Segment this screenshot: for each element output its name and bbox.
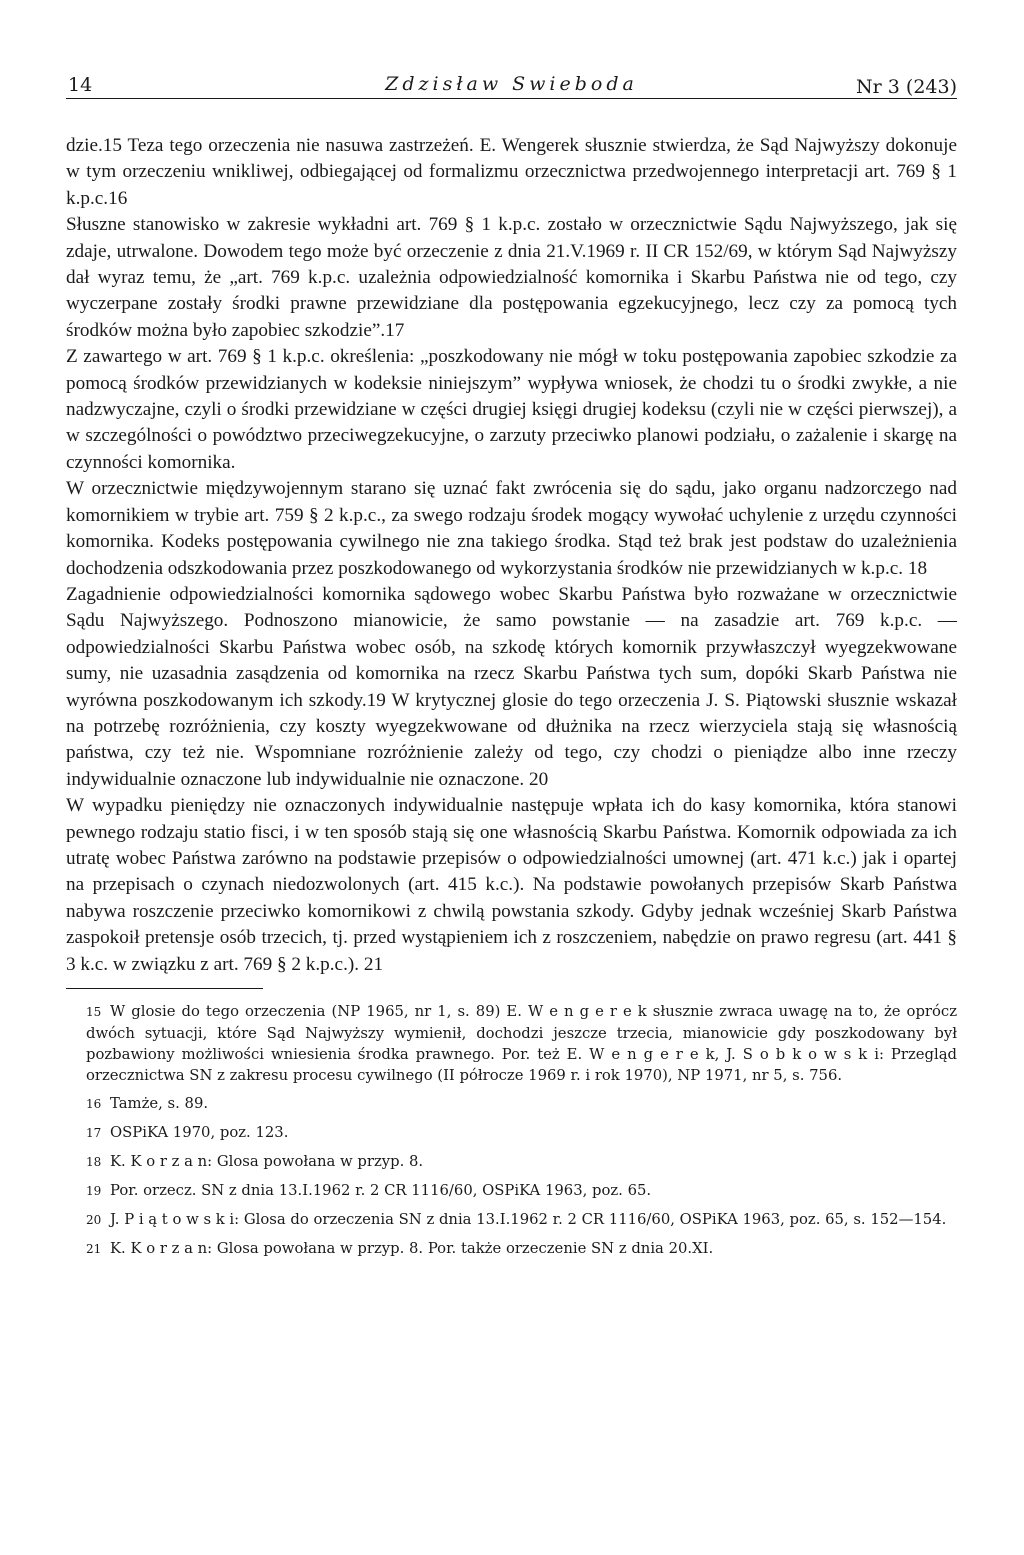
footnotes (66, 1001, 957, 1260)
footnote-text: K. K o r z a n: Glosa powołana w przyp. 8. (110, 1153, 424, 1170)
footnote (66, 1093, 957, 1115)
footnote-number: 17 (86, 1126, 102, 1140)
paragraph: W wypadku pieniędzy nie oznaczonych indywidualnie następuje wpłata ich do kasy komornika, która stanowi pewnego rodzaju statio fisci, i w ten sposób stają się one własnością Skarbu Państwa. Komornik odpowiada za ich utratę wobec Państwa zarówno na podstawie przepisów o odpowiedzialności umownej (art. 471 k.c.) jak i opartej na przepisach o czynach niedozwolonych (art. 415 k.c.). Na podstawie powołanych przepisów Skarb Państwa nabywa roszczenie przeciwko komornikowi z chwilą powstania szkody. Gdyby jednak wcześniej Skarb Państwa zaspokoił pretensje osób trzecich, tj. przed wystąpieniem ich z roszczeniem, nabędzie on prawo regresu (art. 441 § 3 k.c. w związku z art. 769 § 2 k.p.c.). 21 (66, 795, 957, 975)
footnote-text: W glosie do tego orzeczenia (NP 1965, nr 1, s. 89) E. W e n g e r e k słusznie zwraca uwagę na to, że oprócz dwóch sytuacji, które Sąd Najwyższy wymienił, dochodzi jeszcze trzecia, mianowicie gdy poszkodowany był pozbawiony możliwości wniesienia środka prawnego. Por. też E. W e n g e r e k, J. S o b k o w s k i: Przegląd orzecznictwa SN z zakresu procesu cywilnego (II półrocze 1969 r. i rok 1970), NP 1971, nr 5, s. 756. (86, 1003, 957, 1084)
footnote (66, 1238, 957, 1260)
page-number: 14 (68, 74, 93, 96)
footnote-text: J. P i ą t o w s k i: Glosa do orzeczenia SN z dnia 13.I.1962 r. 2 CR 1116/60, OSPiKA 1963, poz. 65, s. 152—154. (110, 1211, 947, 1228)
footnote-number: 21 (86, 1242, 102, 1256)
author-name: Zdzisław Swieboda (385, 73, 638, 95)
document-page (66, 62, 957, 1267)
paragraph: Z zawartego w art. 769 § 1 k.p.c. określenia: „poszkodowany nie mógł w toku postępowania zapobiec szkodzie za pomocą środków przewidzianych w kodeksie niniejszym” wypływa wniosek, że chodzi tu o środki zwykłe, a nie nadzwyczajne, czyli o środki przewidziane w części drugiej księgi drugiej kodeksu (czyli nie w części pierwszej), a w szczególności o powództwo przeciwegzekucyjne, o zarzuty przeciwko planowi podziału, o zażalenie i skargę na czynności komornika. (66, 346, 957, 473)
footnote-number: 20 (86, 1213, 102, 1227)
paragraph: dzie.15 Teza tego orzeczenia nie nasuwa zastrzeżeń. E. Wengerek słusznie stwierdza, że Sąd Najwyższy dokonuje w tym orzeczeniu wnikliwej, odbiegającej od formalizmu orzecznictwa przedwojennego interpretacji art. 769 § 1 k.p.c.16 (66, 135, 957, 209)
running-header (66, 62, 957, 99)
paragraph: Zagadnienie odpowiedzialności komornika sądowego wobec Skarbu Państwa było rozważane w orzecznictwie Sądu Najwyższego. Podnoszono mianowicie, że samo powstanie — na zasadzie art. 769 k.p.c. — odpowiedzialności Skarbu Państwa wobec osób, na szkodę których komornik przywłaszczył wyegzekwowane sumy, nie uzasadnia zasądzenia od komornika na rzecz Skarbu Państwa tych sum, dopóki Skarb Państwa nie wyrówna poszkodowanym ich szkody.19 W krytycznej glosie do tego orzeczenia J. S. Piątowski słusznie wskazał na potrzebę rozróżnienia, czy koszty wyegzekwowane od dłużnika na rzecz wierzyciela stają się własnością państwa, czy też nie. Wspomniane rozróżnienie zależy od tego, czy chodzi o pieniądze albo inne rzeczy indywidualnie oznaczone lub indywidualnie nie oznaczone. 20 (66, 583, 957, 790)
footnote (66, 1209, 957, 1231)
footnote-number: 15 (86, 1005, 102, 1019)
footnote (66, 1122, 957, 1144)
footnote-text: K. K o r z a n: Glosa powołana w przyp. 8. Por. także orzeczenie SN z dnia 20.XI. (110, 1240, 714, 1257)
footnote-number: 19 (86, 1184, 102, 1198)
footnote-text: Tamże, s. 89. (110, 1095, 209, 1112)
paragraph: W orzecznictwie międzywojennym starano się uznać fakt zwrócenia się do sądu, jako organu nadzorczego nad komornikiem w trybie art. 759 § 2 k.p.c., za swego rodzaju środek mogący wywołać uchylenie z urzędu czynności komornika. Kodeks postępowania cywilnego nie zna takiego środka. Stąd też brak jest podstaw do uzależnienia dochodzenia odszkodowania przez poszkodowanego od wykorzystania środków nie przewidzianych w k.p.c. 18 (66, 478, 957, 579)
issue-number: Nr 3 (243) (856, 76, 957, 98)
body-text (66, 133, 957, 978)
footnote (66, 1001, 957, 1086)
footnote-separator (66, 988, 263, 989)
footnote-number: 16 (86, 1097, 102, 1111)
footnote-text: OSPiKA 1970, poz. 123. (110, 1124, 289, 1141)
footnote (66, 1151, 957, 1173)
footnote (66, 1180, 957, 1202)
footnote-number: 18 (86, 1155, 102, 1169)
paragraph: Słuszne stanowisko w zakresie wykładni art. 769 § 1 k.p.c. zostało w orzecznictwie Sądu Najwyższego, jak się zdaje, utrwalone. Dowodem tego może być orzeczenie z dnia 21.V.1969 r. II CR 152/69, w którym Sąd Najwyższy dał wyraz temu, że „art. 769 k.p.c. uzależnia odpowiedzialność komornika i Skarbu Państwa nie od tego, czy wyczerpane zostały środki prawne przewidziane dla postępowania egzekucyjnego, lecz czy za pomocą tych środków można było zapobiec szkodzie”.17 (66, 214, 957, 341)
footnote-text: Por. orzecz. SN z dnia 13.I.1962 r. 2 CR 1116/60, OSPiKA 1963, poz. 65. (110, 1182, 652, 1199)
